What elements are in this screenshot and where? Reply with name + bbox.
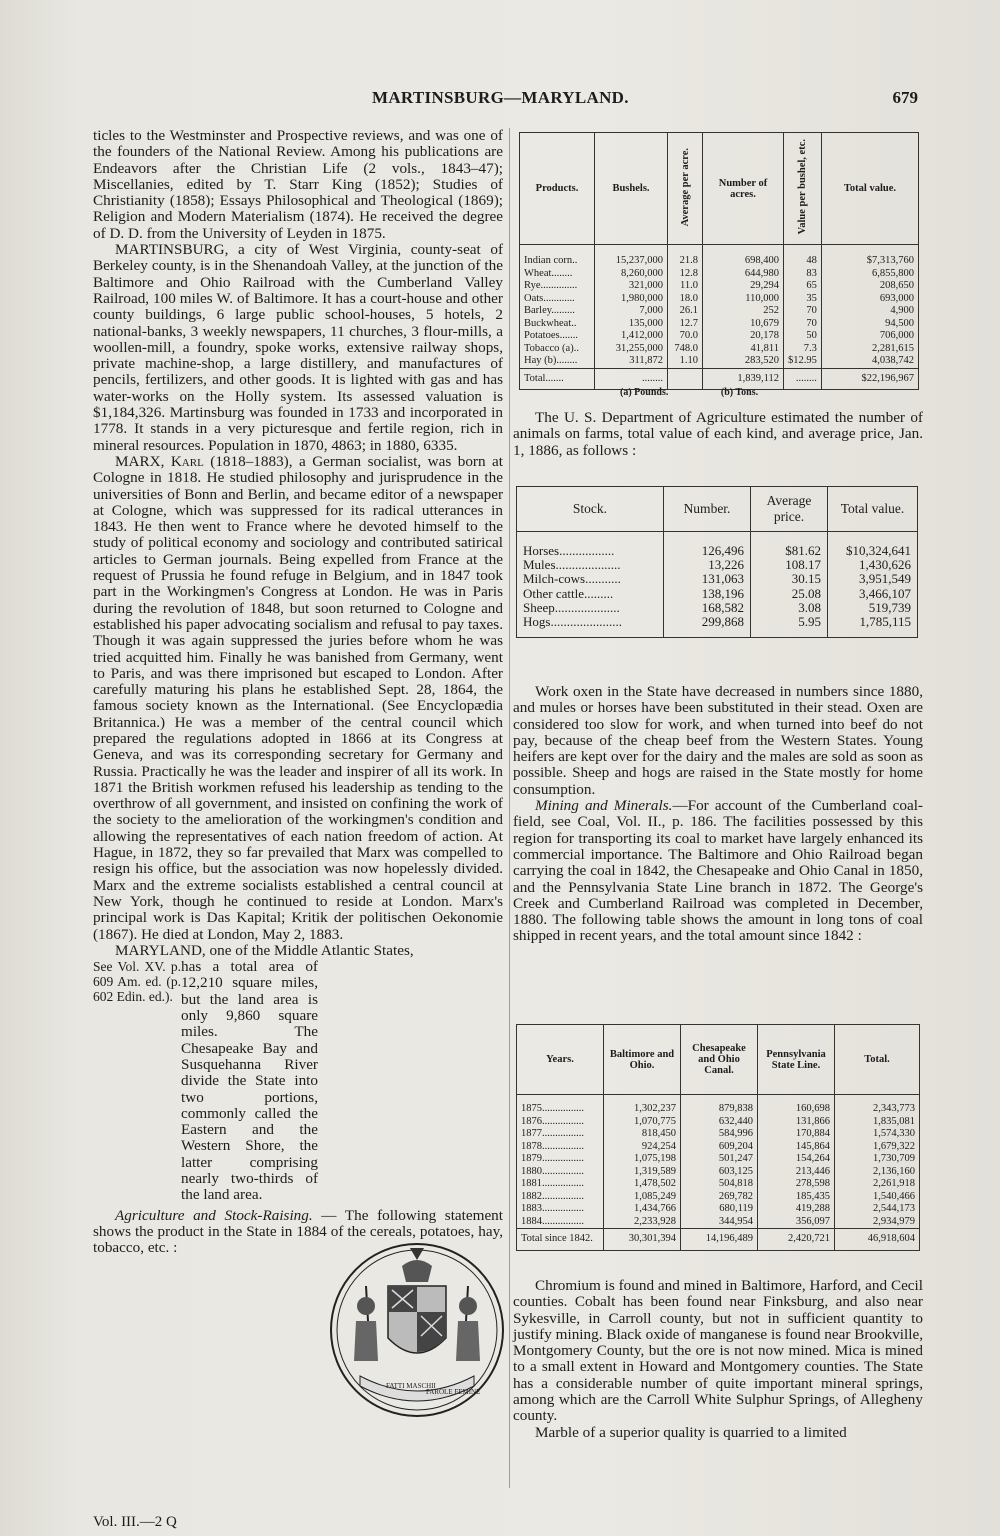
crops-cell: 70 [784,318,822,331]
crops-row [520,280,919,293]
crops-cell: 21.8 [668,245,703,268]
mining-paragraph [513,798,923,945]
coal-cell: 2,343,773 [835,1095,920,1116]
agriculture-text: — The following statement shows the product in the State in 1884 of the cereals, potatoes, hay, tobacco, etc. : [93,1206,503,1257]
stock-cell: 1,785,115 [828,615,918,638]
coal-cell: 879,838 [681,1095,758,1116]
crops-header-acres: Number of acres. [703,133,784,245]
coal-cell: 131,866 [758,1116,835,1129]
coal-row [517,1178,920,1191]
crops-cell: 1,412,000 [595,330,668,343]
stock-cell: 3,466,107 [828,587,918,601]
stock-header-total: Total value. [828,487,918,532]
crops-cell: 321,000 [595,280,668,293]
martinsburg-article [93,242,503,454]
crops-header-total: Total value. [821,133,918,245]
coal-cell: 419,288 [758,1203,835,1216]
coal-cell: 1884................ [517,1216,604,1229]
stock-header-number: Number. [664,487,751,532]
maryland-article [93,943,503,959]
right-column-middle [513,684,923,945]
crops-header-average: Average per acre. [668,133,703,245]
crops-cell: 65 [784,280,822,293]
coal-header-bo: Baltimore and Ohio. [604,1025,681,1095]
coal-cell: 2,136,160 [835,1166,920,1179]
right-column-bottom [513,1278,923,1441]
maryland-area-block [93,959,503,1203]
coal-cell: 1882................ [517,1191,604,1204]
coal-cell: 680,119 [681,1203,758,1216]
stock-cell: $81.62 [751,532,828,559]
crops-footnotes [620,387,808,398]
marble-paragraph: Marble of a superior quality is quarried to a limited [535,1423,847,1441]
crops-cell: Barley......... [520,305,595,318]
livestock-intro: The U. S. Department of Agriculture estimated the number of animals on farms, total value of each kind, and average price, Jan. 1, 1886, as follows : [513,409,923,459]
stock-cell: Hogs...................... [517,615,664,638]
crops-cell: Potatoes....... [520,330,595,343]
coal-row [517,1116,920,1129]
coal-cell: 1,075,198 [604,1153,681,1166]
stock-cell: 13,226 [664,558,751,572]
coal-row [517,1153,920,1166]
maryland-area-text: has a total area of 12,210 square miles, but the land area is only 9,860 square miles. The Chesapeake Bay and Susquehanna River divide the State into two portions, commonly called the Eastern and the Western Shore, the latter comprising nearly two-thirds of the land area. [181,958,318,1204]
coal-cell: 269,782 [681,1191,758,1204]
coal-row [517,1095,920,1116]
crops-row [520,330,919,343]
crops-total-cell: $22,196,967 [821,368,918,390]
crops-cell: 11.0 [668,280,703,293]
coal-cell: 1875................ [517,1095,604,1116]
crops-cell: 8,260,000 [595,268,668,281]
coal-total-cell: 46,918,604 [835,1229,920,1251]
stock-cell: Milch-cows........... [517,572,664,586]
crops-cell: Buckwheat.. [520,318,595,331]
crops-cell: 283,520 [703,355,784,368]
maryland-seal-image [326,1226,508,1428]
agriculture-heading: Agriculture and Stock-Raising. [115,1206,313,1224]
crops-cell: Hay (b)........ [520,355,595,368]
marx-heading: MARX, Karl [115,452,204,470]
stock-cell: 25.08 [751,587,828,601]
crops-row [520,268,919,281]
coal-cell: 632,440 [681,1116,758,1129]
crops-cell: 2,281,615 [821,343,918,356]
crops-cell: 18.0 [668,293,703,306]
crops-row [520,305,919,318]
coal-cell: 1,319,589 [604,1166,681,1179]
crops-cell: Wheat........ [520,268,595,281]
crops-cell: 26.1 [668,305,703,318]
crops-row [520,355,919,368]
coal-cell: 1,540,466 [835,1191,920,1204]
mining-text: —For account of the Cumberland coal-field, see Coal, Vol. II., p. 186. The facilities possessed by this region for transporting its coal to market have largely enhanced its commercial importance. The Baltimore and Ohio Railroad began carrying the coal in 1842, the Chesapeake and Ohio Canal in 1850, and the Pennsylvania State Line branch in 1872. The George's Creek and Cumberland Railroad was completed in December, 1880. The following table shows the amount in long tons of coal shipped in recent years, and the total amount since 1842 : [513,797,923,945]
crops-cell: 208,650 [821,280,918,293]
stock-header-stock: Stock. [517,487,664,532]
coal-total-cell: 2,420,721 [758,1229,835,1251]
coal-cell: 1,835,081 [835,1116,920,1129]
crops-header-value-per: Value per bushel, etc. [784,133,822,245]
crops-cell: 83 [784,268,822,281]
right-column-top [513,410,923,459]
crops-cell: 7,000 [595,305,668,318]
stock-cell: 138,196 [664,587,751,601]
crops-cell: 252 [703,305,784,318]
stock-cell: 3.08 [751,601,828,615]
crops-cell: Rye.............. [520,280,595,293]
crops-cell: 12.7 [668,318,703,331]
coal-cell: 609,204 [681,1141,758,1154]
coal-cell: 185,435 [758,1191,835,1204]
crops-cell: Tobacco (a).. [520,343,595,356]
coal-cell: 1879................ [517,1153,604,1166]
crops-cell: 1.10 [668,355,703,368]
coal-row [517,1191,920,1204]
maryland-heading: MARYLAND, [115,941,206,959]
coal-row [517,1216,920,1229]
coal-cell: 603,125 [681,1166,758,1179]
coal-cell: 1,730,709 [835,1153,920,1166]
crops-total-cell: 1,839,112 [703,368,784,390]
crops-cell: 644,980 [703,268,784,281]
westminster-paragraph: ticles to the Westminster and Prospective reviews, and was one of the founders of the National Review. Among his publications are Endeavors after the Christian Life (2 vols., 1843–47); Miscellanies, edited by T. Starr King (1852); Studies of Christianity (1858); Essays Philosophical and Theological (1869); Religion and Modern Materialism (1874). He received the degree of D. D. from the University of Leyden in 1875. [93,127,503,242]
crops-row [520,245,919,268]
crops-row [520,343,919,356]
coal-table [516,1024,920,1251]
stock-row [517,601,918,615]
crops-cell: 50 [784,330,822,343]
coal-cell: 1878................ [517,1141,604,1154]
coal-cell: 1880................ [517,1166,604,1179]
stock-header-price: Average price. [751,487,828,532]
coal-cell: 818,450 [604,1128,681,1141]
coal-cell: 160,698 [758,1095,835,1116]
martinsburg-text: a city of West Virginia, county-seat of Berkeley county, is in the Shenandoah Valley, at the junction of the Baltimore and Ohio Railroad with the Cumberland Valley Railroad, 100 miles W. of Baltimore. It has a court-house and other county buildings, 6 large public school-houses, 5 hotels, 2 national-banks, 3 weekly newspapers, 11 churches, 3 flour-mills, a woollen-mill, a foundry, spoke works, extensive railway shops, private machine-shop, a large distillery, and manufactures of pencils, fertilizers, and other goods. It is lighted with gas and has water-works on the Holly system. Its assessed valuation is $1,184,326. Martinsburg was founded in 1733 and incorporated in 1778. It stands in a very picturesque and fertile region, rich in mineral resources. Population in 1870, 4863; in 1880, 6335. [93,241,503,454]
crops-cell: 693,000 [821,293,918,306]
seal-motto-b: PAROLE FEMINE [426,1388,481,1396]
crops-cell: 70.0 [668,330,703,343]
coal-header-pennsylvania: Pennsylvania State Line. [758,1025,835,1095]
crops-cell: 12.8 [668,268,703,281]
crops-header-products: Products. [520,133,595,245]
crops-cell: 70 [784,305,822,318]
seal-shield [388,1286,446,1353]
crops-cell: 29,294 [703,280,784,293]
coal-cell: 278,598 [758,1178,835,1191]
stock-table [516,486,918,638]
stock-row [517,558,918,572]
stock-cell: 131,063 [664,572,751,586]
crops-cell: Indian corn.. [520,245,595,268]
mining-heading: Mining and Minerals. [535,797,673,815]
stock-cell: 30.15 [751,572,828,586]
coal-header-total: Total. [835,1025,920,1095]
crops-cell: 94,500 [821,318,918,331]
crops-cell: 10,679 [703,318,784,331]
chromium-paragraph: Chromium is found and mined in Baltimore, Harford, and Cecil counties. Cobalt has been found near Finksburg, and also near Sykesville, in Carroll county, but not in sufficient quantity to justify mining. Black oxide of manganese is found near Brookville, Montgomery County, but the ore is not now mined. Mica is mined to a small extent in Howard and Montgomery counties. The State has a considerable number of quite important mineral springs, among which are the Carroll White Sulphur Springs, of Allegheny county. [513,1277,923,1425]
seal-motto-a: FATTI MASCHII [386,1382,436,1390]
stock-cell: Horses................. [517,532,664,559]
crops-table [519,132,919,390]
coal-cell: 2,544,173 [835,1203,920,1216]
see-vol-sidenote: See Vol. XV. p. 609 Am. ed. (p. 602 Edin. ed.). [93,959,181,1005]
column-divider [509,128,510,1488]
crops-footnote-b: (b) Tons. [720,387,759,398]
coal-cell: 1,085,249 [604,1191,681,1204]
crops-row [520,293,919,306]
crops-row [520,318,919,331]
coal-cell: 584,996 [681,1128,758,1141]
crops-cell: 135,000 [595,318,668,331]
coal-cell: 154,264 [758,1153,835,1166]
crops-cell: 748.0 [668,343,703,356]
coal-cell: 1,574,330 [835,1128,920,1141]
coal-row [517,1166,920,1179]
crops-cell: 31,255,000 [595,343,668,356]
coal-cell: 1877................ [517,1128,604,1141]
stock-row [517,587,918,601]
crops-cell: $7,313,760 [821,245,918,268]
coal-cell: 1,478,502 [604,1178,681,1191]
marx-text: (1818–1883), a German socialist, was born at Cologne in 1818. He studied philosophy and jurisprudence in the universities of Bonn and Berlin, and became editor of a newspaper at Cologne, which was suppressed for its radical utterances in 1843. He then went to France where he devoted himself to the study of political economy and sociology and contributed satirical articles to German journals. Being expelled from France at the request of Prussia he found refuge in Belgium, and in 1847 took part in the Workingmen's Congress at London. He was in Paris during the revolution of 1848, but soon returned to Cologne and established his paper advocating socialism and refusal to pay taxes. Though it was again suppressed the juries before whom he was tried acquitted him. Finally he was banished from Germany, went to Paris, and was there imprisoned but escaped to London. After carefully maturing his plans he established Sept. 28, 1864, the famous society known as the International. (See Encyclopædia Britannica.) He was a member of the central council which prepared the regulations adopted in 1866 at its Congress at Geneva, and was its corresponding secretary for Germany and Russia. Practically he was the leader and inspirer of all its work. In 1871 the British workmen refused his leadership as tending to the overthrow of all government, and insisted on confining the work of the society to the amelioration of the workingmen's condition and allowing the representatives of each nation freedom of action. At Hague, in 1872, they so far prevailed that Marx was compelled to resign his office, but the association was now hopelessly divided. Marx and the extreme socialists established a central council at New York, though he continued to reside at London. Marx's principal work is Das Kapital; Kritik der politischen Oekonomie (1867). He died at London, May 2, 1883. [93,452,503,943]
coal-cell: 1,679,322 [835,1141,920,1154]
stock-cell: Mules.................... [517,558,664,572]
page-header [0,88,1000,116]
crops-cell: 706,000 [821,330,918,343]
stock-cell: 299,868 [664,615,751,638]
coal-cell: 1883................ [517,1203,604,1216]
coal-cell: 501,247 [681,1153,758,1166]
crops-header-bushels: Bushels. [595,133,668,245]
crops-cell: Oats............ [520,293,595,306]
stock-row [517,532,918,559]
coal-cell: 145,864 [758,1141,835,1154]
coal-cell: 356,097 [758,1216,835,1229]
crops-cell: 1,980,000 [595,293,668,306]
crops-total-cell: ........ [784,368,822,390]
coal-cell: 2,934,979 [835,1216,920,1229]
crops-cell: 6,855,800 [821,268,918,281]
coal-cell: 1876................ [517,1116,604,1129]
crops-cell: 48 [784,245,822,268]
crops-cell: 110,000 [703,293,784,306]
stock-cell: 5.95 [751,615,828,638]
crops-total-cell: ........ [595,368,668,390]
coal-total-cell: 30,301,394 [604,1229,681,1251]
crops-cell: 20,178 [703,330,784,343]
coal-cell: 1,434,766 [604,1203,681,1216]
crops-footnote-a: (a) Pounds. [620,387,669,398]
crops-cell: 15,237,000 [595,245,668,268]
marx-article [93,454,503,943]
stock-cell: Other cattle......... [517,587,664,601]
crops-cell: 4,038,742 [821,355,918,368]
coal-cell: 1881................ [517,1178,604,1191]
coal-cell: 1,302,237 [604,1095,681,1116]
signature-mark: Vol. III.—2 Q [93,1514,177,1530]
coal-cell: 344,954 [681,1216,758,1229]
stock-cell: 3,951,549 [828,572,918,586]
crops-cell: 7.3 [784,343,822,356]
stock-row [517,615,918,638]
crops-total-cell: Total....... [520,368,595,390]
crops-cell: 311,872 [595,355,668,368]
stock-cell: $10,324,641 [828,532,918,559]
stock-cell: 519,739 [828,601,918,615]
work-oxen-paragraph: Work oxen in the State have decreased in numbers since 1880, and mules or horses have been substituted in their stead. Oxen are considered too slow for work, and when turned into beef do not pay, because of the cheap beef from the Western States. Young heifers are kept over for the dairy and the males are sold as soon as possible. Sheep and hogs are raised in the State mostly for home consumption. [513,683,923,798]
left-column [93,128,503,1256]
coal-cell: 2,233,928 [604,1216,681,1229]
stock-cell: 126,496 [664,532,751,559]
crops-cell: $12.95 [784,355,822,368]
stock-cell: Sheep.................... [517,601,664,615]
coal-header-years: Years. [517,1025,604,1095]
page-number: 679 [892,88,918,107]
coal-cell: 170,884 [758,1128,835,1141]
coal-total-cell: Total since 1842. [517,1229,604,1251]
stock-row [517,572,918,586]
coal-cell: 504,818 [681,1178,758,1191]
coal-header-canal: Chesapeake and Ohio Canal. [681,1025,758,1095]
stock-cell: 168,582 [664,601,751,615]
coal-row [517,1203,920,1216]
stock-cell: 108.17 [751,558,828,572]
crops-cell: 698,400 [703,245,784,268]
coal-row [517,1141,920,1154]
crops-cell: 4,900 [821,305,918,318]
maryland-text-a: one of the Middle Atlantic States, [205,941,414,959]
coal-cell: 924,254 [604,1141,681,1154]
martinsburg-heading: MARTINSBURG, [115,241,229,259]
crops-cell: 35 [784,293,822,306]
crops-cell: 41,811 [703,343,784,356]
stock-cell: 1,430,626 [828,558,918,572]
coal-total-cell: 14,196,489 [681,1229,758,1251]
coal-cell: 213,446 [758,1166,835,1179]
coal-cell: 1,070,775 [604,1116,681,1129]
running-head: MARTINSBURG—MARYLAND. [372,88,629,107]
coal-total-row [517,1229,920,1251]
coal-row [517,1128,920,1141]
coal-cell: 2,261,918 [835,1178,920,1191]
